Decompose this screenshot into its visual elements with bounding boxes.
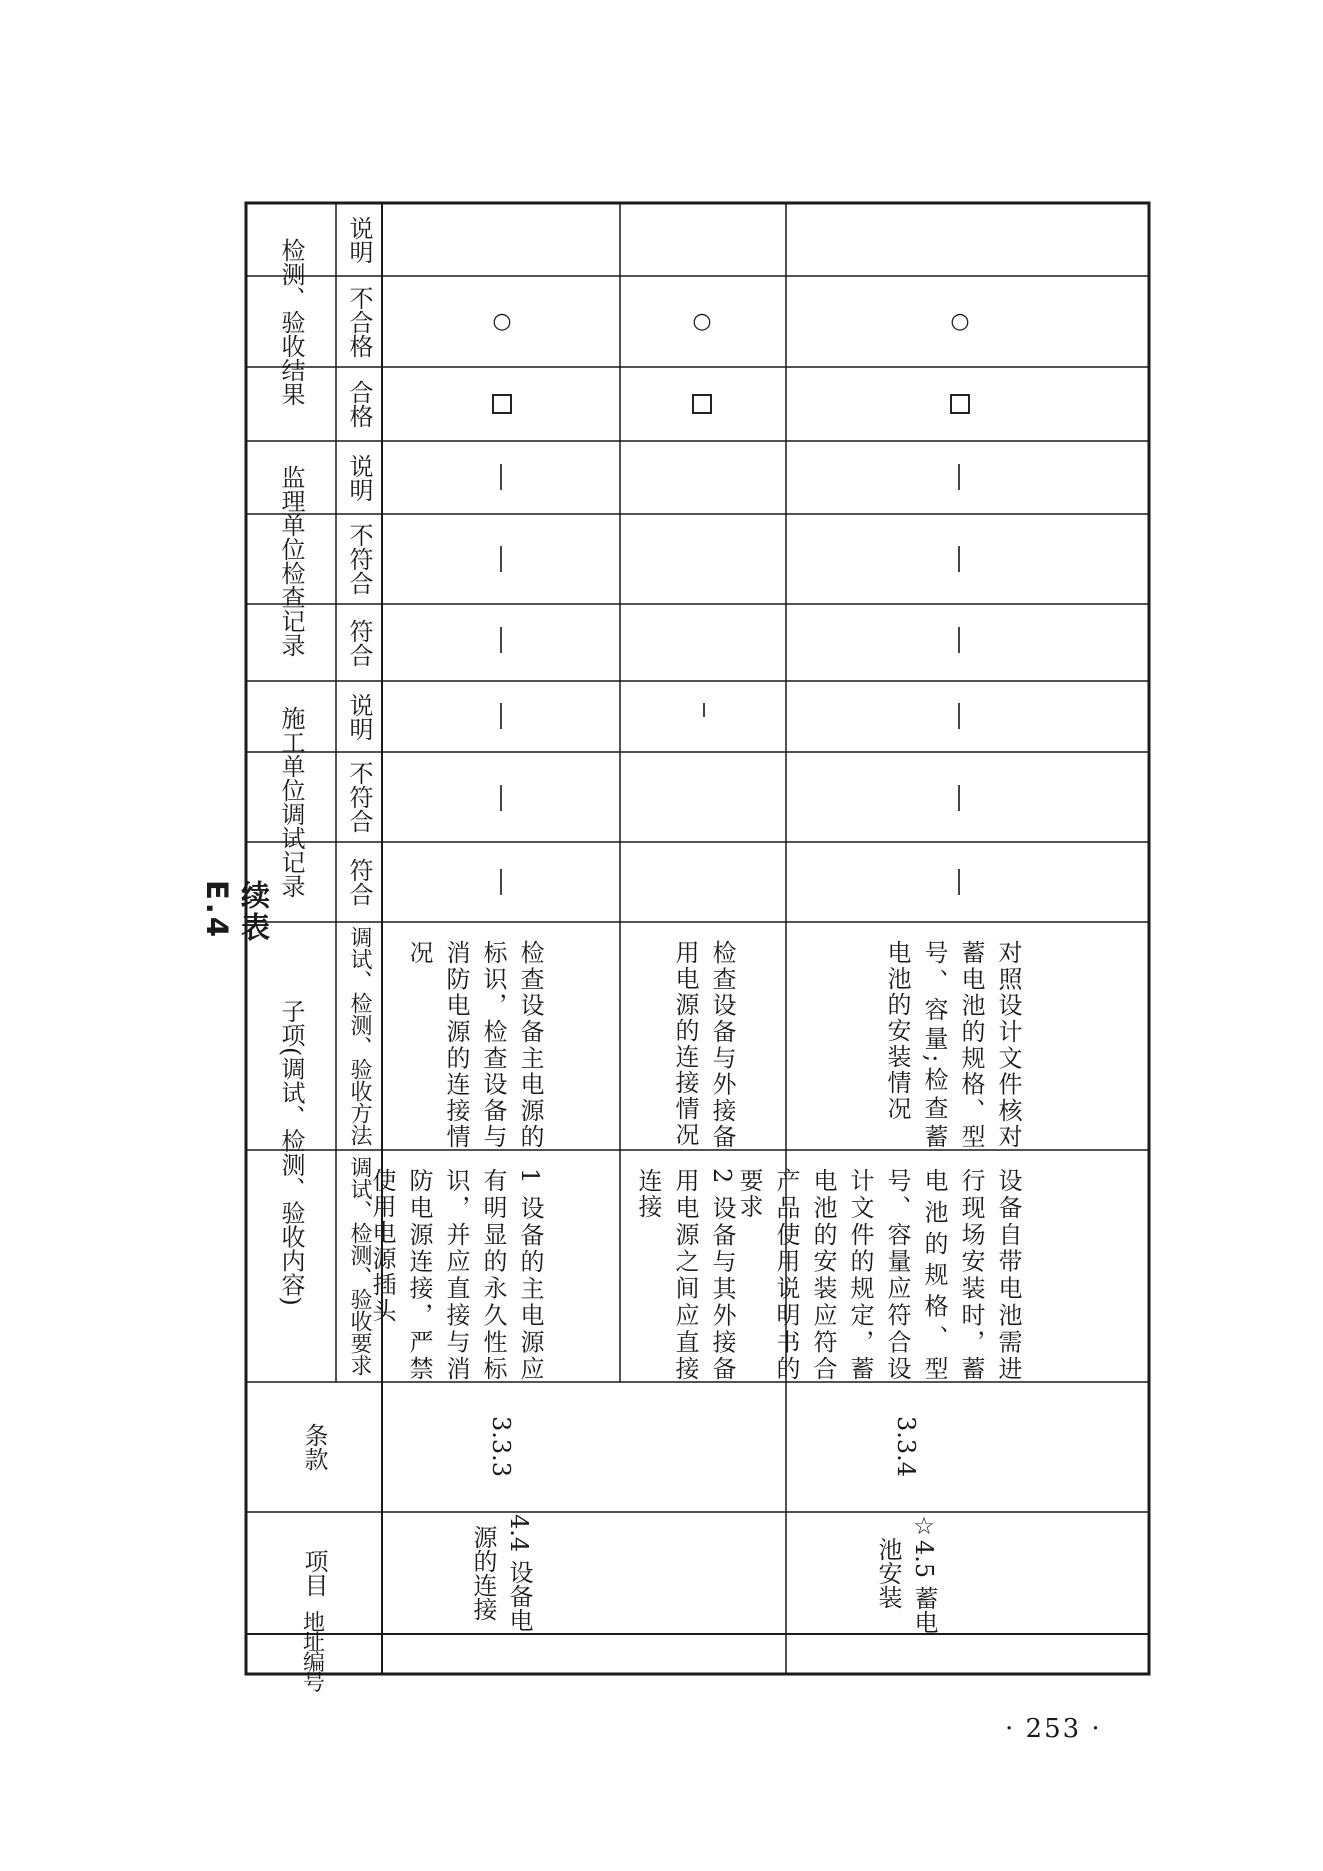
- header-method: 调试、检测、验收方法: [347, 926, 372, 1146]
- row-4-4-supervisor-nonconform-dash: [500, 546, 502, 572]
- header-address-code: [246, 1611, 382, 1696]
- row-4-4-sub1-method: 检查设备主电源的标识，检查设备与消防电源的连接情况: [405, 940, 544, 1150]
- row-4-5-pass-checkbox[interactable]: [950, 394, 970, 414]
- row-item-4-4: 4.4 设备电源的连接: [469, 1514, 533, 1632]
- row-4-5-supervisor-conform-dash: [958, 627, 960, 653]
- row-4-4-contractor-remark-dash: [500, 703, 502, 729]
- row-4-5-supervisor-nonconform-dash: [958, 546, 960, 572]
- header-supervisor-remark: 说明: [345, 453, 373, 502]
- row-item-4-5: ☆4.5 蓄电池安装: [874, 1512, 938, 1634]
- header-contractor: 施工单位调试记录: [277, 705, 305, 898]
- header-clause: 条款: [300, 1423, 328, 1471]
- row-4-5-method: 对照设计文件核对蓄电池的规格、型号、容量;检查蓄电池的安装情况: [883, 940, 1022, 1150]
- row-clause-3-3-4: 3.3.4: [892, 1416, 920, 1478]
- row-4-5-fail-circle[interactable]: ○: [950, 308, 970, 334]
- row-4-5-contractor-conform-dash: [958, 869, 960, 895]
- row-4-4-supervisor-conform-dash: [500, 627, 502, 653]
- row-4-4-sub1-fail-circle[interactable]: ○: [492, 308, 512, 334]
- table-caption: 续表 E.4: [200, 880, 271, 944]
- header-sub-item: 子项(调试、检测、验收内容): [277, 998, 305, 1306]
- header-contractor-nonconform: 不符合: [345, 761, 373, 833]
- row-4-5-contractor-remark-dash: [958, 703, 960, 729]
- header-result-pass: 合格: [345, 380, 373, 428]
- row-4-4-sub1-pass-checkbox[interactable]: [492, 394, 512, 414]
- page-number: · 253 ·: [1005, 1714, 1102, 1744]
- row-4-4-supervisor-remark-dash: [500, 464, 502, 490]
- header-item: 项目: [300, 1549, 328, 1597]
- row-4-5-contractor-nonconform-dash: [958, 785, 960, 811]
- row-clause-3-3-3: 3.3.3: [487, 1416, 515, 1478]
- row-4-4-contractor-nonconform-dash: [500, 785, 502, 811]
- row-4-5-requirement: 设备自带电池需进行现场安装时，蓄电池的规格、型号、容量应符合设计文件的规定，蓄电池的安装应符合产品使用说明书的要求: [735, 1168, 1022, 1382]
- header-contractor-remark: 说明: [345, 692, 373, 741]
- row-4-4-sub2-method: 检查设备与外接备用电源的连接情况: [671, 940, 736, 1150]
- header-result-remark: 说明: [345, 215, 373, 264]
- row-4-5-supervisor-remark-dash: [958, 464, 960, 490]
- row-4-4-sub2-pass-checkbox[interactable]: [692, 394, 712, 414]
- row-4-4-sub2-remark-dash: [703, 703, 705, 717]
- row-4-4-sub2-requirement: 2 设备与其外接备用电源之间应直接连接: [634, 1168, 736, 1382]
- header-supervisor-conform: 符合: [345, 618, 373, 667]
- header-contractor-conform: 符合: [345, 858, 373, 906]
- header-address-code-label: 地址编号: [302, 1611, 325, 1696]
- row-4-4-sub2-fail-circle[interactable]: ○: [692, 308, 712, 334]
- row-4-4-sub1-requirement: 1 设备的主电源应有明显的永久性标识，并应直接与消防电源连接，严禁使用电源插头: [368, 1168, 544, 1382]
- header-result-fail: 不合格: [345, 285, 373, 358]
- header-supervisor: 监理单位检查记录: [277, 465, 305, 657]
- header-requirement: 调试、检测、验收要求: [347, 1156, 372, 1376]
- header-result: 检测、验收结果: [277, 238, 305, 406]
- row-4-4-contractor-conform-dash: [500, 869, 502, 895]
- header-supervisor-nonconform: 不符合: [345, 523, 373, 595]
